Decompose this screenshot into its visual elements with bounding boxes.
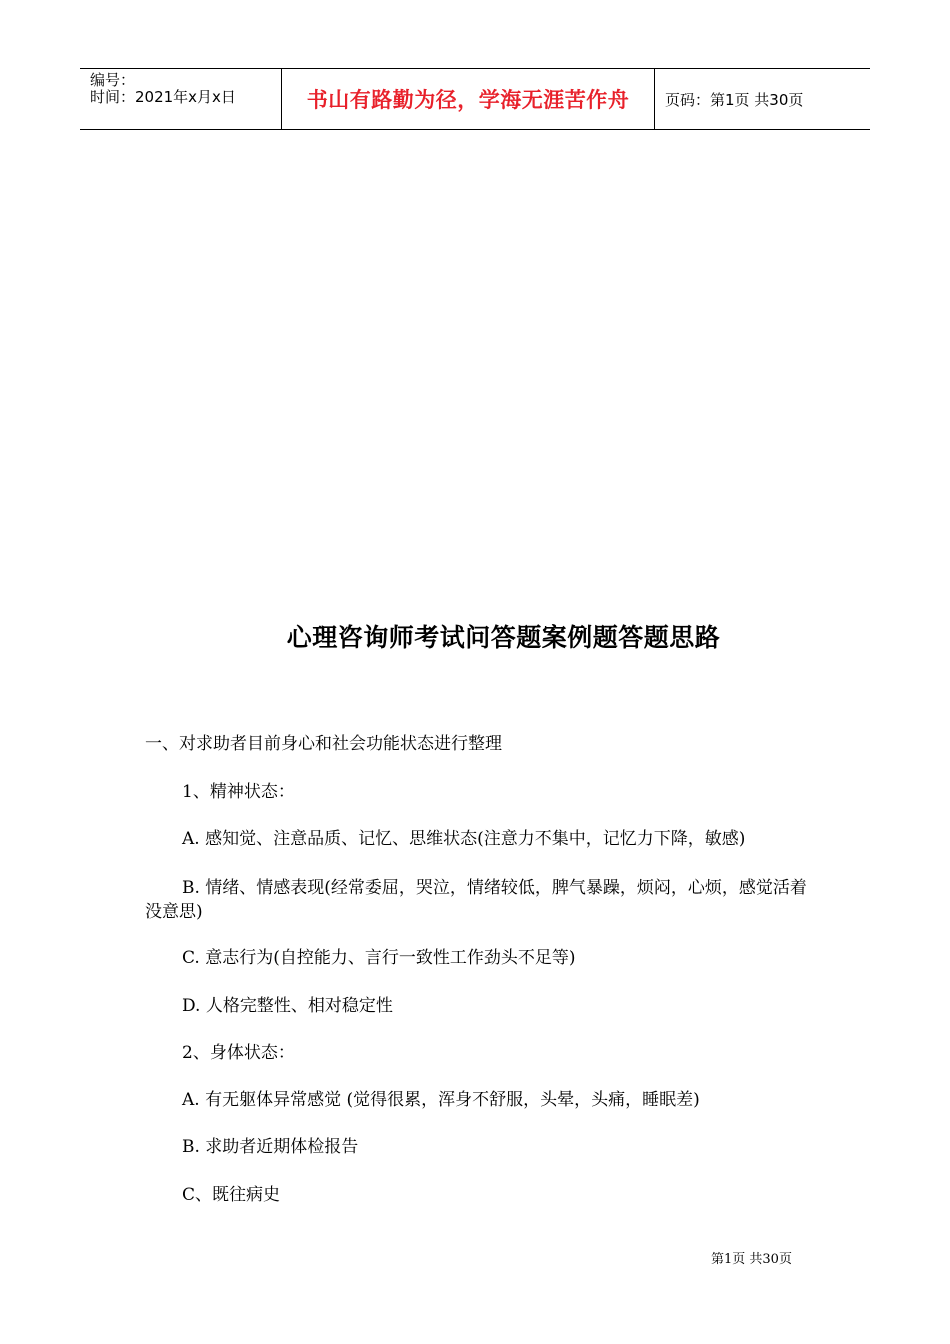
list-item-2a: A. 有无躯体异常感觉 (觉得很累，浑身不舒服，头晕，头痛，睡眠差) — [182, 1090, 700, 1110]
list-item-1b: B. 情绪、情感表现(经常委屈，哭泣，情绪较低，脾气暴躁，烦闷，心烦，感觉活着没意思) — [145, 878, 807, 922]
header-number-label: 编号： — [90, 71, 136, 89]
subsection-heading-physical-state: 2、身体状态： — [182, 1043, 295, 1063]
document-title: 心理咨询师考试问答题案例题答题思路 — [286, 623, 721, 652]
header-time-label: 时间：2021年x月x日 — [90, 88, 236, 106]
section-heading-1: 一、对求助者目前身心和社会功能状态进行整理 — [145, 734, 502, 754]
page-header — [80, 68, 870, 130]
subsection-heading-mental-state: 1、精神状态： — [182, 782, 295, 802]
header-motto: 书山有路勤为径，学海无涯苦作舟 — [282, 69, 655, 129]
list-item-1a: A. 感知觉、注意品质、记忆、思维状态(注意力不集中，记忆力下降，敏感) — [182, 829, 746, 849]
header-page-label: 页码：第1页 共30页 — [665, 90, 804, 109]
list-item-1c: C. 意志行为(自控能力、言行一致性工作劲头不足等) — [182, 948, 576, 968]
header-meta-cell — [80, 69, 282, 129]
list-item-2b: B. 求助者近期体检报告 — [182, 1137, 359, 1157]
list-item-1d: D. 人格完整性、相对稳定性 — [182, 996, 393, 1016]
page-footer: 第1页 共30页 — [711, 1252, 792, 1267]
list-item-2c: C、既往病史 — [182, 1185, 281, 1205]
